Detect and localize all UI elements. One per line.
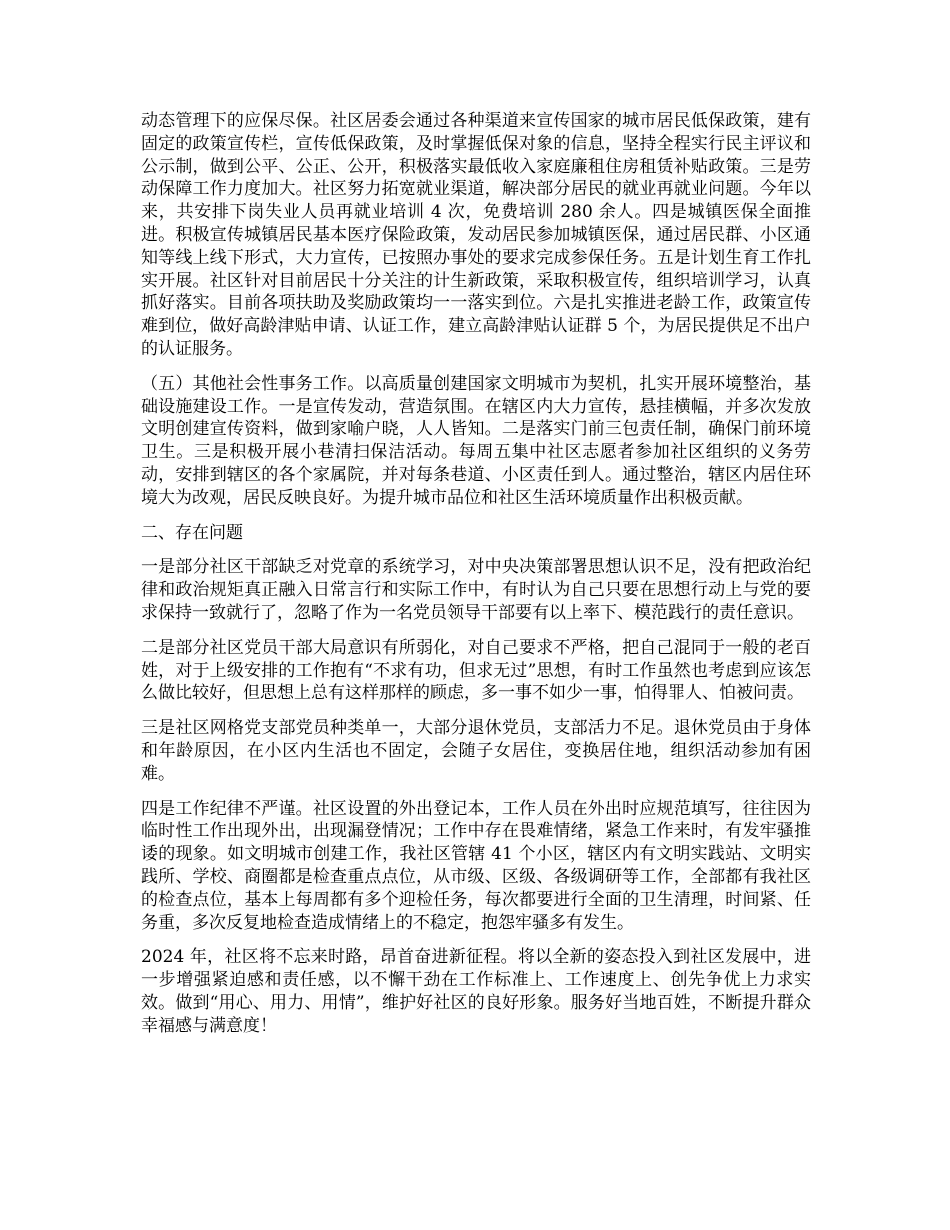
document-page: [141, 110, 811, 1049]
paragraph-problem-one: 一是部分社区干部缺乏对党章的系统学习，对中央决策部署思想认识不足，没有把政治纪律和政治规矩真正融入日常言行和实际工作中，有时认为自己只要在思想行动上与党的要求保持一致就行了，忽略了作为一名党员领导干部要有以上率下、模范践行的责任意识。: [141, 557, 811, 623]
paragraph-other-affairs: （五）其他社会性事务工作。以高质量创建国家文明城市为契机，扎实开展环境整治，基础设施建设工作。一是宣传发动，营造氛围。在辖区内大力宣传，悬挂横幅，并多次发放文明创建宣传资料，做到家喻户晓，人人皆知。二是落实门前三包责任制，确保门前环境卫生。三是积极开展小巷清扫保洁活动。每周五集中社区志愿者参加社区组织的义务劳动，安排到辖区的各个家属院，并对每条巷道、小区责任到人。通过整治，辖区内居住环境大为改观，居民反映良好。为提升城市品位和社区生活环境质量作出积极贡献。: [141, 373, 811, 508]
paragraph-problem-three: 三是社区网格党支部党员种类单一，大部分退休党员，支部活力不足。退休党员由于身体和年龄原因，在小区内生活也不固定，会随子女居住，变换居住地，组织活动参加有困难。: [141, 718, 811, 784]
section-heading-problems: 二、存在问题: [141, 522, 243, 543]
paragraph-problem-four: 四是工作纪律不严谨。社区设置的外出登记本，工作人员在外出时应规范填写，往往因为临时性工作出现外出，出现漏登情况；工作中存在畏难情绪，紧急工作来时，有发牢骚推诿的现象。如文明城市创建工作，我社区管辖 41 个小区，辖区内有文明实践站、文明实践所、学校、商圈都是检查重点点位，从市级、区级、各级调研等工作，全部都有我社区的检查点位，基本上每周都有多个迎检任务，每次都要进行全面的卫生清理，时间紧、任务重，多次反复地检查造成情绪上的不稳定，抱怨牢骚多有发生。: [141, 798, 811, 933]
paragraph-social-security: 动态管理下的应保尽保。社区居委会通过各种渠道来宣传国家的城市居民低保政策，建有固定的政策宣传栏，宣传低保政策，及时掌握低保对象的信息，坚持全程实行民主评议和公示制，做到公平、公正、公开，积极落实最低收入家庭廉租住房租赁补贴政策。三是劳动保障工作力度加大。社区努力拓宽就业渠道，解决部分居民的就业再就业问题。今年以来，共安排下岗失业人员再就业培训 4 次，免费培训 280 余人。四是城镇医保全面推进。积极宣传城镇居民基本医疗保险政策，发动居民参加城镇医保，通过居民群、小区通知等线上线下形式，大力宣传，已按照办事处的要求完成参保任务。五是计划生育工作扎实开展。社区针对目前居民十分关注的计生新政策，采取积极宣传，组织培训学习，认真抓好落实。目前各项扶助及奖励政策均一一落实到位。六是扎实推进老龄工作，政策宣传难到位，做好高龄津贴申请、认证工作，建立高龄津贴认证群 5 个，为居民提供足不出户的认证服务。: [141, 111, 811, 359]
paragraph-problem-two: 二是部分社区党员干部大局意识有所弱化，对自己要求不严格，把自己混同于一般的老百姓，对于上级安排的工作抱有“不求有功，但求无过”思想，有时工作虽然也考虑到应该怎么做比较好，但思想上总有这样那样的顾虑，多一事不如少一事，怕得罪人、怕被问责。: [141, 637, 811, 704]
paragraph-outlook-2024: 2024 年，社区将不忘来时路，昂首奋进新征程。将以全新的姿态投入到社区发展中，进一步增强紧迫感和责任感，以不懈干劲在工作标准上、工作速度上、创先争优上力求实效。做到“用心、用力、用情”，维护好社区的良好形象。服务好当地百姓，不断提升群众幸福感与满意度！: [141, 947, 811, 1036]
